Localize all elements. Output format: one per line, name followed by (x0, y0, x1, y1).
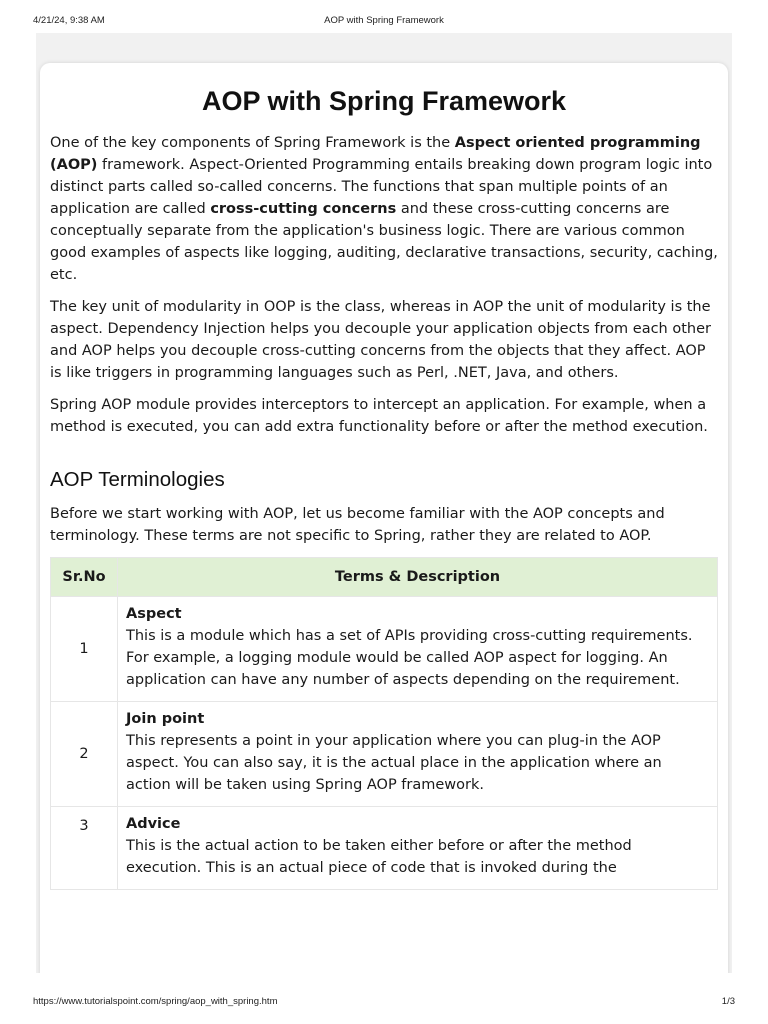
print-footer (33, 996, 735, 1010)
term-description: This is a module which has a set of APIs providing cross-cutting requirements. For example, a logging module would be called AOP aspect for logging. An application can have any number of aspects depending on the requirement. (126, 628, 693, 688)
cross-cutting-term-bold: cross-cutting concerns (210, 201, 397, 217)
aop-term-bold: Aspect oriented programming (AOP) (50, 135, 701, 173)
column-header-terms: Terms & Description (118, 558, 718, 597)
article-card (40, 63, 728, 973)
row-number: 1 (51, 597, 118, 702)
table-row (51, 702, 718, 807)
print-date: 4/21/24, 9:38 AM (33, 15, 105, 26)
term-description: This represents a point in your application where you can plug-in the AOP aspect. You can also say, it is the actual place in the application where an action will be taken using Spring AOP framework. (126, 733, 662, 793)
table-row (51, 807, 718, 890)
row-description-cell (118, 597, 718, 702)
page-background (36, 33, 732, 973)
section-heading: AOP Terminologies (50, 468, 225, 491)
modularity-paragraph: The key unit of modularity in OOP is the class, whereas in AOP the unit of modularity is the aspect. Dependency Injection helps you decouple your application objects from each other and AOP helps you decouple cross-cutting concerns from the objects that they affect. AOP is like triggers in programming languages such as Perl, .NET, Java, and others. (50, 299, 711, 381)
intro-paragraph: One of the key components of Spring Framework is the Aspect oriented programming (AOP) framework. Aspect-Oriented Programming entails breaking down program logic into distinct parts called so-called concerns. The functions that span multiple points of an application are called cross-cutting concerns and these cross-cutting concerns are conceptually separate from the application's business logic. There are various common good examples of aspects like logging, auditing, declarative transactions, security, caching, etc. (50, 135, 718, 283)
table-header-row (51, 558, 718, 597)
section-intro: Before we start working with AOP, let us become familiar with the AOP concepts and terminology. These terms are not specific to Spring, rather they are related to AOP. (50, 506, 665, 544)
row-number: 2 (51, 702, 118, 807)
print-header (33, 15, 735, 29)
term-name: Aspect (126, 606, 182, 622)
article-content (50, 83, 718, 890)
row-description-cell (118, 702, 718, 807)
page-number: 1/3 (721, 996, 735, 1007)
column-header-srno: Sr.No (51, 558, 118, 597)
page-title: AOP with Spring Framework (201, 86, 567, 116)
table-row (51, 597, 718, 702)
term-name: Advice (126, 816, 181, 832)
print-title: AOP with Spring Framework (324, 15, 444, 26)
term-name: Join point (126, 711, 205, 727)
interceptor-paragraph: Spring AOP module provides interceptors to intercept an application. For example, when a method is executed, you can add extra functionality before or after the method execution. (50, 397, 708, 435)
row-number: 3 (51, 807, 118, 890)
term-description: This is the actual action to be taken either before or after the method execution. This is an actual piece of code that is invoked during the (126, 838, 632, 876)
row-description-cell (118, 807, 718, 890)
terminology-table (50, 557, 718, 890)
print-url: https://www.tutorialspoint.com/spring/aop_with_spring.htm (33, 996, 278, 1007)
